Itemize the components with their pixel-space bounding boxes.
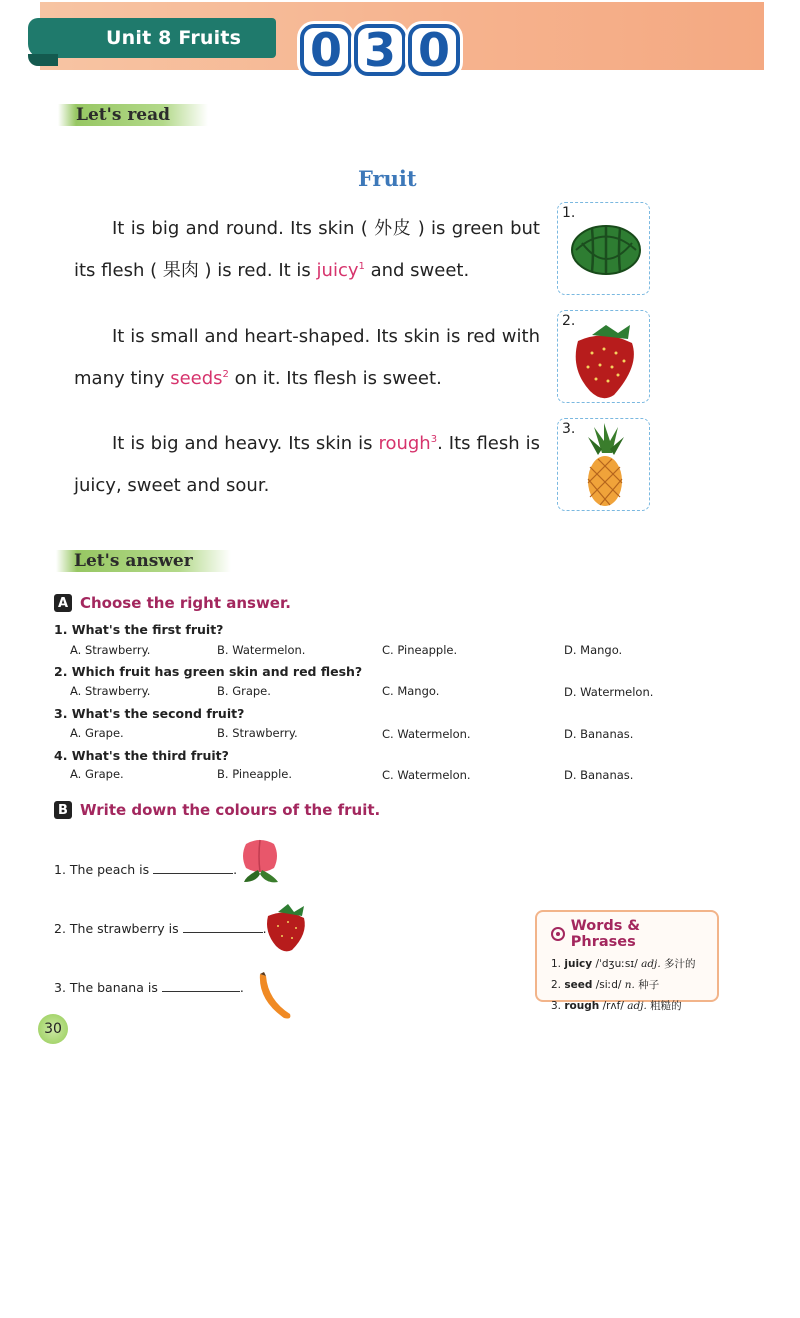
vocab-num: 2. — [551, 979, 562, 991]
part-title: Write down the colours of the fruit. — [80, 801, 381, 819]
keyword-juicy: juicy — [316, 260, 359, 281]
section-lets-answer: Let's answer — [56, 550, 231, 572]
vocab-pos: adj. — [627, 1000, 647, 1012]
page-code-digit: 3 — [354, 24, 406, 76]
words-heading — [551, 918, 707, 950]
fill-item-2 — [54, 921, 267, 936]
page-number: 30 — [38, 1014, 68, 1044]
vocab-word: juicy — [564, 958, 593, 970]
part-title: Choose the right answer. — [80, 594, 291, 612]
picture-box-3 — [557, 418, 650, 511]
option[interactable]: D. Bananas. — [564, 768, 634, 782]
option[interactable]: A. Grape. — [70, 767, 124, 781]
paragraph-line — [74, 250, 540, 292]
picture-number: 1. — [562, 205, 576, 221]
strawberry-icon — [558, 311, 651, 404]
vocab-num: 1. — [551, 958, 562, 970]
option[interactable]: D. Bananas. — [564, 727, 634, 741]
vocab-item — [551, 956, 707, 971]
paragraph-line — [74, 423, 540, 465]
vocab-meaning: 多汁的 — [664, 958, 696, 970]
part-a-heading — [54, 594, 291, 612]
keyword-rough: rough — [378, 433, 431, 454]
vocab-word: seed — [564, 979, 593, 991]
vocab-phonetic: /ˈdʒuːsɪ/ — [595, 958, 638, 970]
part-badge: A — [54, 594, 72, 612]
page-code-digit: 0 — [408, 24, 460, 76]
option[interactable]: A. Strawberry. — [70, 684, 151, 698]
section-lets-read: Let's read — [58, 104, 208, 126]
vocab-item — [551, 998, 707, 1013]
question-3: 3. What's the second fruit? — [54, 706, 245, 721]
footnote-mark: 2 — [222, 369, 229, 380]
fill-text: 2. The strawberry is — [54, 921, 179, 936]
answer-blank[interactable] — [162, 980, 240, 992]
fill-text: 1. The peach is — [54, 862, 150, 877]
picture-box-1 — [557, 202, 650, 295]
option[interactable]: C. Pineapple. — [382, 643, 458, 657]
question-2: 2. Which fruit has green skin and red flesh? — [54, 664, 363, 679]
pineapple-icon — [558, 419, 651, 512]
answer-blank[interactable] — [153, 862, 233, 874]
option[interactable]: C. Watermelon. — [382, 768, 471, 782]
keyword-seeds: seeds — [170, 368, 223, 389]
text: its flesh ( 果肉 ) is red. It is — [74, 260, 317, 281]
option[interactable]: D. Watermelon. — [564, 685, 654, 699]
paragraph-2 — [74, 316, 540, 400]
fill-item-1 — [54, 862, 237, 877]
watermelon-icon — [558, 203, 651, 296]
footnote-mark: 1 — [358, 261, 365, 272]
text: on it. Its flesh is sweet. — [228, 368, 442, 389]
banana-icon — [254, 970, 294, 1022]
fill-text: 3. The banana is — [54, 980, 158, 995]
option[interactable]: C. Mango. — [382, 684, 440, 698]
vocab-pos: n. — [624, 979, 635, 991]
option[interactable]: B. Watermelon. — [217, 643, 306, 657]
vocab-pos: adj. — [641, 958, 661, 970]
fill-end: . — [262, 921, 267, 936]
fill-item-3 — [54, 980, 244, 995]
question-1: 1. What's the first fruit? — [54, 622, 224, 637]
text: It is big and heavy. Its skin is — [112, 433, 379, 454]
option[interactable]: B. Pineapple. — [217, 767, 293, 781]
paragraph-1 — [74, 208, 540, 292]
footnote-mark: 3 — [430, 434, 438, 445]
target-icon — [551, 927, 565, 941]
words-phrases-box — [535, 910, 719, 1012]
vocab-phonetic: /rʌf/ — [602, 1000, 624, 1012]
paragraph-line: It is big and round. Its skin ( 外皮 ) is green but — [112, 218, 540, 239]
option[interactable]: D. Mango. — [564, 643, 623, 657]
reading-title: Fruit — [358, 166, 417, 191]
text: and sweet. — [364, 260, 470, 281]
option[interactable]: C. Watermelon. — [382, 727, 471, 741]
option[interactable]: B. Strawberry. — [217, 726, 298, 740]
picture-number: 3. — [562, 421, 576, 437]
vocab-num: 3. — [551, 1000, 562, 1012]
vocab-phonetic: /siːd/ — [595, 979, 622, 991]
part-b-heading — [54, 801, 380, 819]
paragraph-line — [74, 358, 540, 400]
fill-end: . — [239, 980, 244, 995]
vocab-item — [551, 977, 707, 992]
picture-number: 2. — [562, 313, 576, 329]
peach-icon — [238, 832, 284, 886]
words-title: Words & Phrases — [570, 918, 641, 950]
answer-blank[interactable] — [183, 921, 263, 933]
strawberry-icon — [262, 900, 310, 954]
option[interactable]: A. Grape. — [70, 726, 124, 740]
text: many tiny — [74, 368, 171, 389]
question-4: 4. What's the third fruit? — [54, 748, 229, 763]
paragraph-line: It is small and heart-shaped. Its skin is red with — [112, 326, 540, 347]
option[interactable]: A. Strawberry. — [70, 643, 151, 657]
picture-box-2 — [557, 310, 650, 403]
paragraph-line: juicy, sweet and sour. — [74, 475, 270, 496]
option[interactable]: B. Grape. — [217, 684, 271, 698]
unit-title: Unit 8 Fruits — [28, 18, 276, 58]
paragraph-3 — [74, 423, 540, 507]
part-badge: B — [54, 801, 72, 819]
vocab-word: rough — [564, 1000, 600, 1012]
fill-end: . — [233, 862, 238, 877]
vocab-meaning: 种子 — [638, 979, 660, 991]
page-code — [300, 24, 460, 76]
vocab-meaning: 粗糙的 — [650, 1000, 682, 1012]
page-code-digit: 0 — [300, 24, 352, 76]
text: . Its flesh is — [437, 433, 540, 454]
